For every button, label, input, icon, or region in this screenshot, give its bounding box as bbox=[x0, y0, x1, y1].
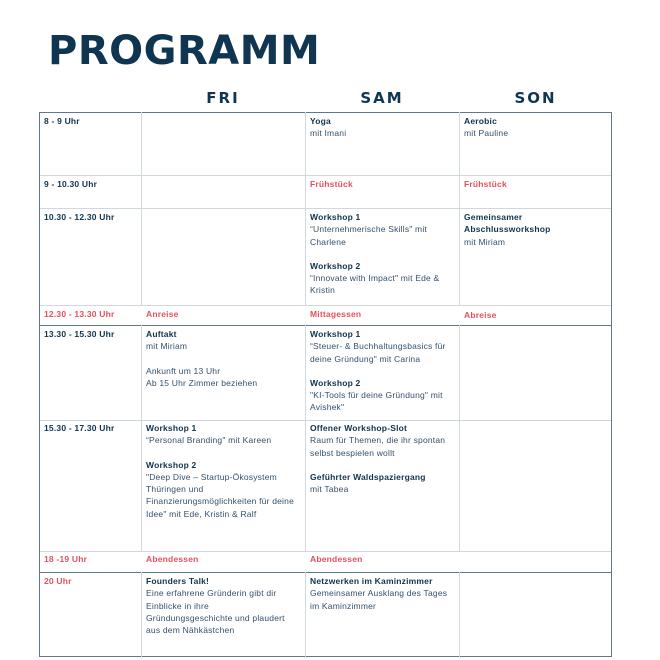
event-title: Geführter Waldspaziergang bbox=[310, 471, 426, 482]
event-text: selbst bespielen wollt bbox=[310, 447, 395, 458]
event-text: "KI-Tools für deine Gründung" mit bbox=[310, 390, 443, 401]
event-text: Gemeinsamer Ausklang des Tages bbox=[310, 588, 448, 599]
event-text: mit Tabea bbox=[310, 484, 349, 495]
schedule-table bbox=[39, 112, 612, 657]
event-text: aus dem Nähkästchen bbox=[146, 625, 235, 636]
event-text: Charlene bbox=[310, 236, 347, 247]
event-open-slot bbox=[305, 422, 459, 495]
time-slot: 13.30 - 15.30 Uhr bbox=[44, 329, 115, 339]
event-title: Netzwerken im Kaminzimmer bbox=[310, 576, 433, 586]
event-title: Offener Workshop-Slot bbox=[310, 423, 408, 433]
event-kickoff bbox=[141, 328, 305, 389]
time-slot: 20 Uhr bbox=[44, 576, 72, 586]
event-yoga bbox=[305, 115, 459, 140]
time-slot: 15.30 - 17.30 Uhr bbox=[44, 423, 115, 433]
meal-dinner-fri: Abendessen bbox=[146, 554, 199, 564]
event-text: Thüringen und bbox=[146, 484, 204, 495]
event-title: Workshop 1 bbox=[146, 423, 197, 433]
event-text: Ab 15 Uhr Zimmer beziehen bbox=[146, 377, 258, 388]
meal-lunch: Mittagessen bbox=[310, 309, 362, 319]
event-text: Gründungsgeschichte und plaudert bbox=[146, 612, 285, 623]
meal-dinner-sam: Abendessen bbox=[310, 554, 363, 564]
event-title: Yoga bbox=[310, 116, 331, 126]
event-text: Kristin bbox=[310, 285, 336, 296]
event-title: Gemeinsamer bbox=[464, 212, 523, 222]
page-title: PROGRAMM bbox=[48, 28, 321, 74]
event-text: "Deep Dive – Startup-Ökosystem bbox=[146, 471, 277, 482]
event-title: Founders Talk! bbox=[146, 576, 210, 586]
time-slot: 8 - 9 Uhr bbox=[44, 116, 80, 126]
event-title: Auftakt bbox=[146, 329, 177, 339]
event-aerobic bbox=[459, 115, 611, 140]
event-text: deine Gründung" mit Carina bbox=[310, 353, 421, 364]
event-text: mit Miriam bbox=[464, 236, 506, 247]
event-text: “Personal Branding" mit Kareen bbox=[146, 435, 272, 446]
event-text: “Unternehmerische Skills" mit bbox=[310, 224, 427, 235]
event-title: Workshop 2 bbox=[146, 459, 197, 470]
event-workshops-sam-afternoon bbox=[305, 328, 459, 414]
event-title: Workshop 2 bbox=[310, 260, 361, 271]
event-title: Workshop 1 bbox=[310, 212, 361, 222]
event-closing-workshop bbox=[459, 211, 611, 248]
time-slot: 12.30 - 13.30 Uhr bbox=[44, 309, 115, 319]
event-workshops-fri bbox=[141, 422, 305, 520]
event-text: Finanzierungsmöglichkeiten für deine bbox=[146, 496, 295, 507]
time-slot: 10.30 - 12.30 Uhr bbox=[44, 212, 115, 222]
event-networking bbox=[305, 575, 459, 612]
event-text: “Innovate with Impact" mit Ede & bbox=[310, 273, 440, 284]
event-text: mit Miriam bbox=[146, 341, 188, 352]
event-title: Abschlussworkshop bbox=[464, 224, 551, 235]
event-text: im Kaminzimmer bbox=[310, 600, 377, 611]
event-text: Eine erfahrene Gründerin gibt dir bbox=[146, 588, 277, 599]
event-text: “Steuer- & Buchhaltungsbasics für bbox=[310, 341, 446, 352]
event-text: Ankunft um 13 Uhr bbox=[146, 365, 221, 376]
event-workshops-sam bbox=[305, 211, 459, 297]
event-text: mit Imani bbox=[310, 128, 347, 139]
event-title: Workshop 1 bbox=[310, 329, 361, 339]
event-title: Workshop 2 bbox=[310, 377, 361, 388]
meal-breakfast-son: Frühstück bbox=[464, 179, 507, 189]
event-text: Einblicke in ihre bbox=[146, 600, 209, 611]
event-departure: Abreise bbox=[464, 310, 497, 320]
time-slot: 18 -19 Uhr bbox=[44, 554, 88, 564]
meal-breakfast-sam: Frühstück bbox=[310, 179, 353, 189]
event-text: Raum für Themen, die ihr spontan bbox=[310, 435, 446, 446]
day-header-sam: SAM bbox=[360, 89, 404, 107]
event-text: mit Pauline bbox=[464, 128, 509, 139]
event-title: Aerobic bbox=[464, 116, 498, 126]
day-header-son: SON bbox=[514, 89, 557, 107]
day-header-fri: FRI bbox=[206, 89, 240, 107]
event-text: Idee" mit Ede, Kristin & Ralf bbox=[146, 508, 257, 519]
event-arrival: Anreise bbox=[146, 309, 179, 319]
event-founders-talk bbox=[141, 575, 305, 636]
event-text: Avishek" bbox=[310, 402, 345, 413]
time-slot: 9 - 10.30 Uhr bbox=[44, 179, 98, 189]
